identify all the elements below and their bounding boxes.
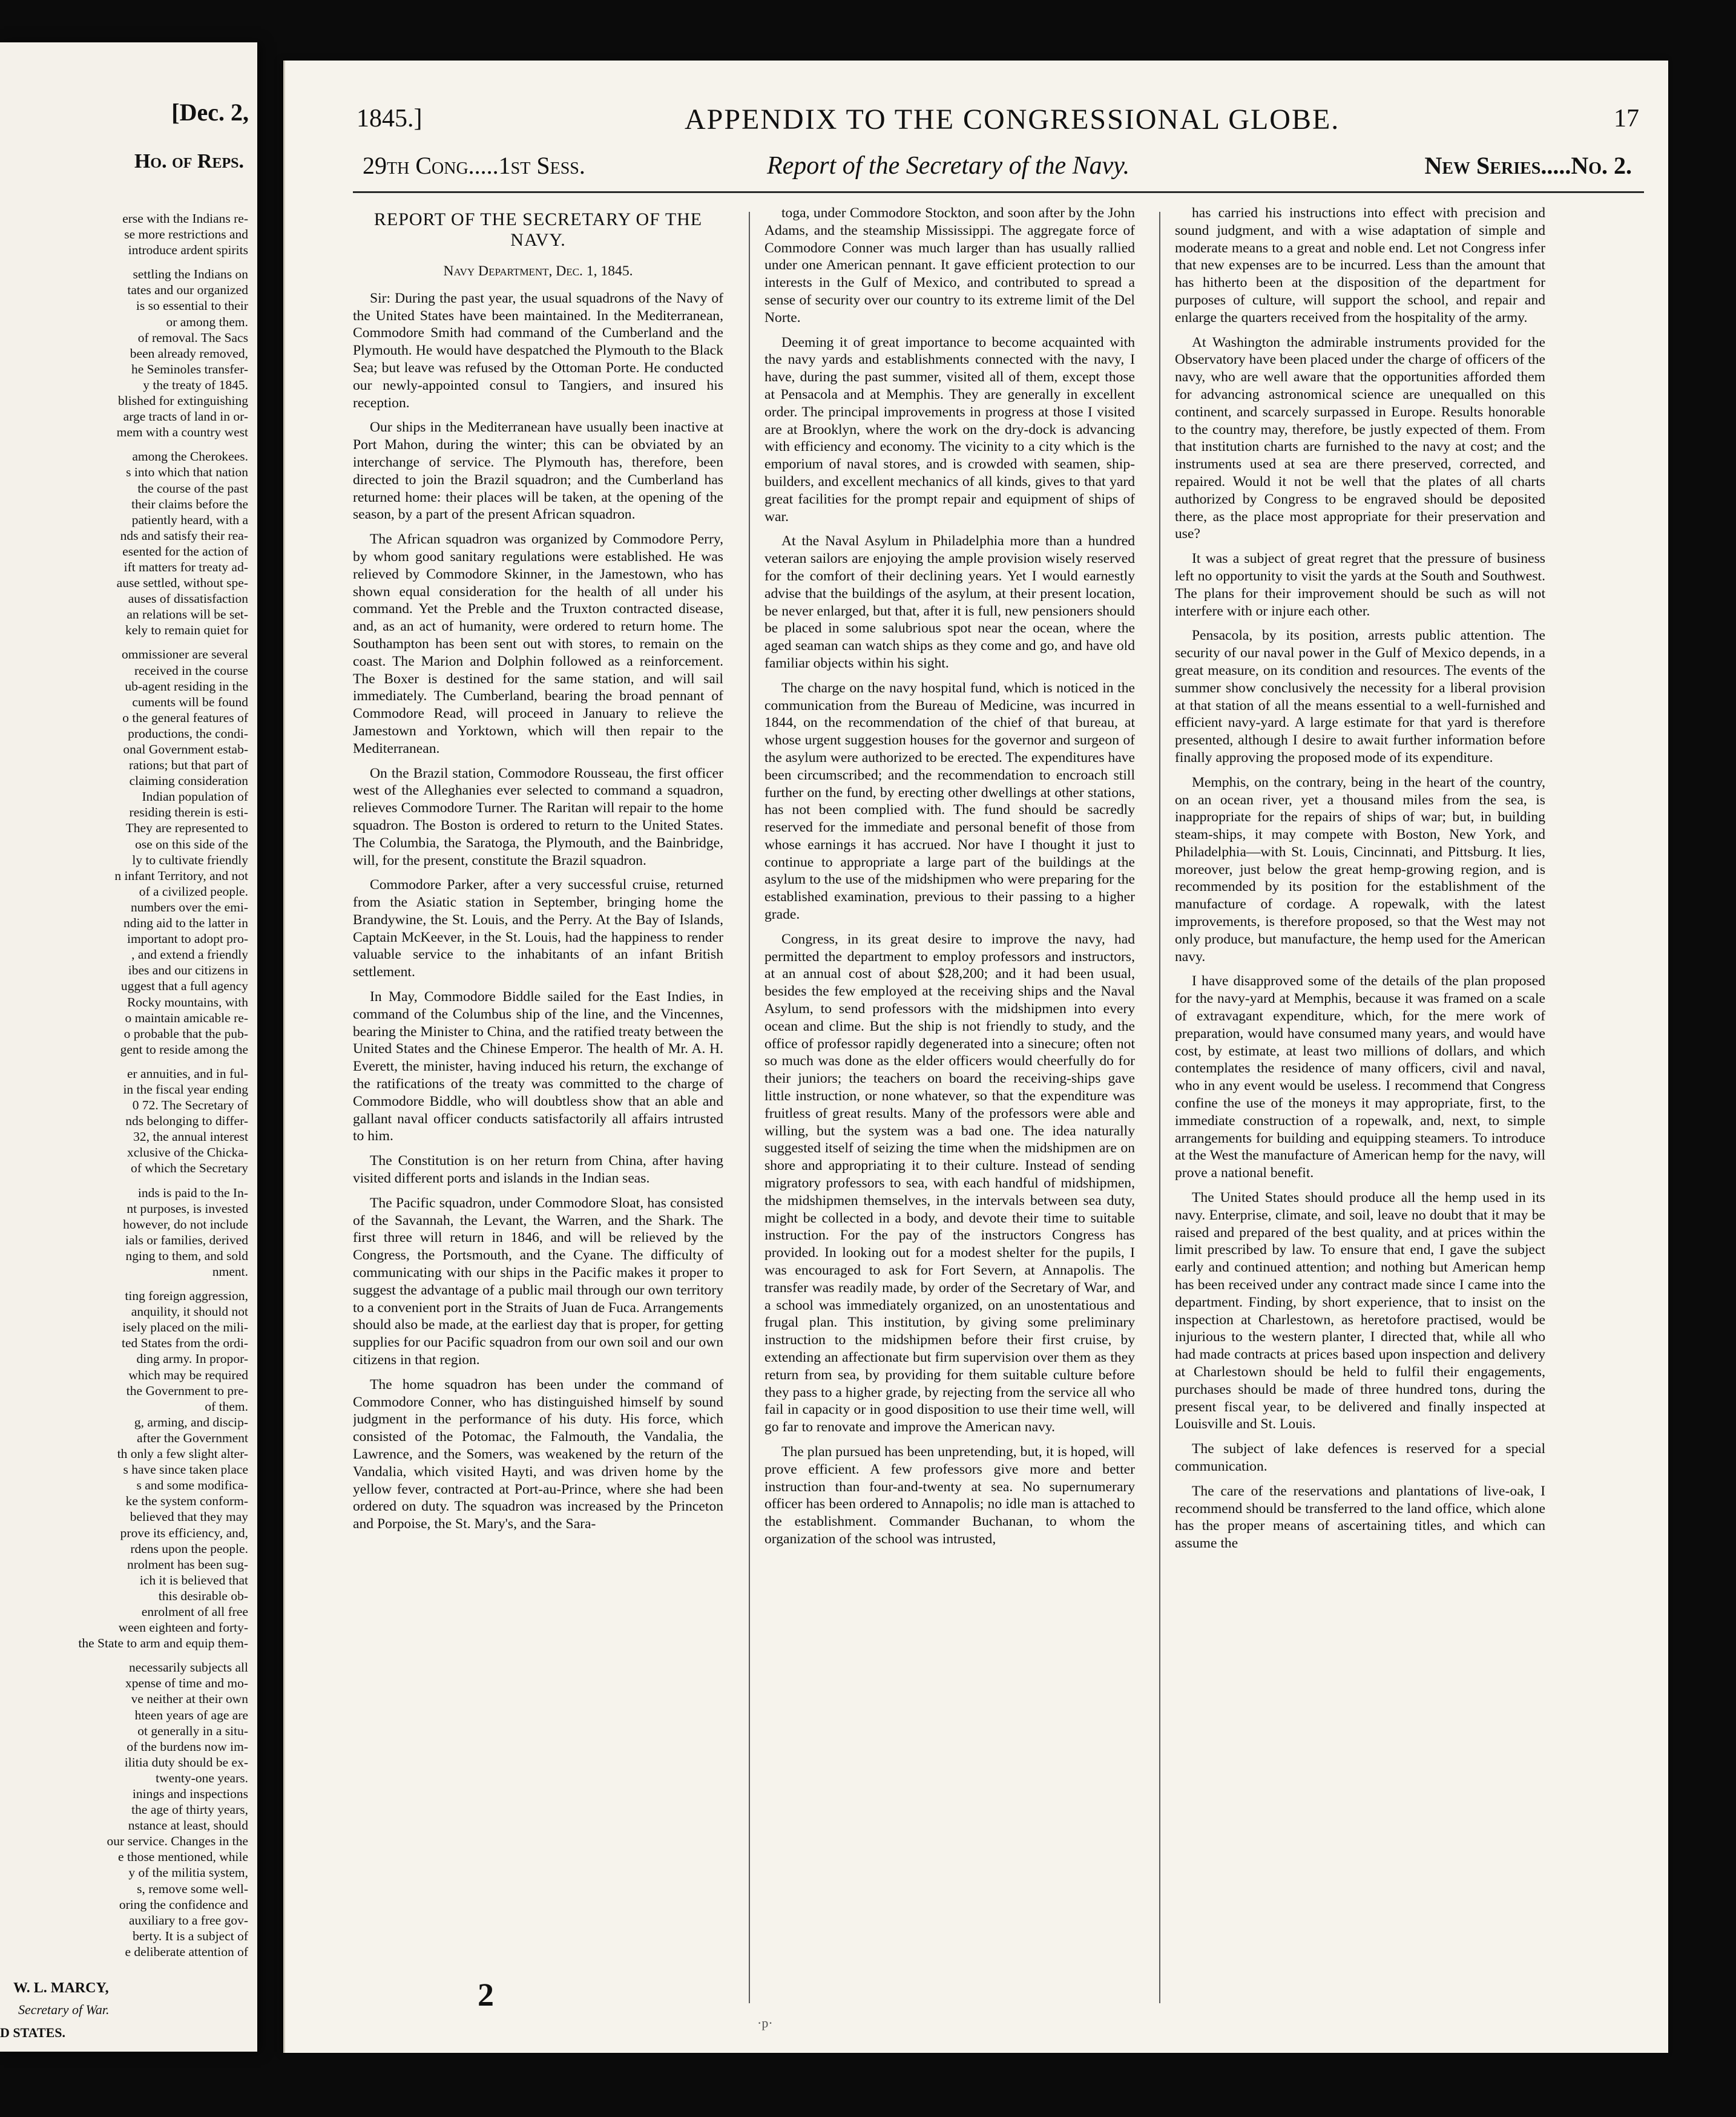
facing-page-line: is so essential to their — [136, 298, 248, 313]
facing-page-line: cuments will be found — [132, 694, 248, 709]
facing-page-fragment — [0, 42, 257, 2052]
facing-page-line: 32, the annual interest — [133, 1129, 248, 1144]
facing-page-line: twenty-one years. — [156, 1770, 248, 1785]
article-column-1 — [353, 205, 723, 1996]
facing-page-line: ted States from the ordi- — [122, 1336, 248, 1351]
paragraph: Commodore Parker, after a very successful cruise, returned from the Asiatic station in September, bringing home the Brandywine, the St. Louis, and the Perry. At the Bay of Islands, Captain McKeever, in the St. Louis, had the happiness to render valuable service to the inhabitants of an infant British settlement. — [353, 877, 723, 980]
facing-page-line: mem with a country west — [116, 425, 248, 440]
paragraph: The Constitution is on her return from China, after having visited different ports and islands in the Indian seas. — [353, 1153, 723, 1187]
facing-page-line: nt purposes, is invested — [127, 1201, 248, 1216]
paragraph: The United States should produce all the hemp used in its navy. Enterprise, climate, and soil, leave no doubt that it may be raised and prepared of the best quality, and at prices within the limit prescribed by law. To ensure that end, I gave the subject early and continued attention; and nothing but American hemp has been received under any contract made since I came into the department. Finding, by short experience, that to insist on the inspection at Charlestown, as heretofore practised, would be injurious to the western planter, I directed that, while all who had made contracts at prices based upon inspection and delivery at Charlestown should be held to fulfil their engagements, purchases should be made of three hundred tons, during the present fiscal year, to be delivered and finally inspected at Louisville and St. Louis. — [1175, 1190, 1545, 1433]
facing-page-line — [0, 1279, 248, 1288]
facing-page-line: tates and our organized — [127, 283, 248, 298]
signature-mark: 2 — [478, 1977, 494, 2013]
facing-page-line: Indian population of — [142, 789, 248, 804]
congress-session: 29th Cong.....1st Sess. — [363, 152, 585, 179]
facing-page-line: an relations will be set- — [127, 607, 248, 622]
facing-page-line: rations; but that part of — [128, 758, 248, 773]
paragraph: Memphis, on the contrary, being in the heart of the country, on an ocean river, yet a thousand miles from the sea, is inappropriate for the repairs of ships of war; but, in building steam-ships, it may compete with Boston, New York, and Philadelphia—with St. Louis, Cincinnati, and Pittsburg. It lies, moreover, just below the great hemp-growing region, and is recommended by its position for the establishment of the manufacture of cordage. A ropewalk, with the latest improvements, is therefore proposed, so that the West may not only produce, but manufacture, the hemp used for the American navy. — [1175, 774, 1545, 965]
column-2-paragraphs — [764, 205, 1135, 1548]
facing-page-line: esented for the action of — [122, 543, 248, 559]
facing-page-line: of the burdens now im- — [127, 1739, 248, 1754]
running-head-year: 1845.] — [357, 105, 422, 133]
facing-page-line: of them. — [205, 1399, 248, 1414]
facing-page-line: onal Government estab- — [123, 742, 248, 757]
paragraph: toga, under Commodore Stockton, and soon after by the John Adams, and the steamship Mississippi. The aggregate force of Commodore Conner was much larger than has usually rallied under one American pennant. It gave efficient protection to our interests in the Gulf of Mexico, and contributed to spread a sense of security over our country to its extreme limit of the Del Norte. — [764, 205, 1135, 326]
facing-page-line: believed that they may — [130, 1509, 248, 1525]
facing-page-line — [0, 258, 248, 266]
facing-page-line: he Seminoles transfer- — [131, 361, 248, 376]
facing-page-line: nds and satisfy their rea- — [120, 528, 248, 543]
facing-page-line: ve neither at their own — [131, 1692, 248, 1707]
page-number: 17 — [1614, 105, 1639, 133]
facing-page-line: been already removed, — [130, 346, 248, 361]
facing-page-line: introduce ardent spirits — [128, 243, 248, 258]
facing-page-line: the Government to pre- — [126, 1383, 248, 1398]
paragraph: The charge on the navy hospital fund, which is noticed in the communication from the Bureau of Medicine, was incurred in 1844, on the recommendation of the chief of that bureau, at whose urgent suggestion houses for the governor and surgeon of the asylum were authorized to be erected. The expenditures have been circumscribed; and the recommendation to encroach still further on the fund, by erecting other dwellings at other stations, has not been complied with. The fund should be sacredly reserved for the immediate and personal benefit of those from whose earnings it has accrued. Nor have I thought it just to continue to appropriate a large part of the buildings at the asylum to the use of the midshipmen who were preparing for the established examination, previous to their passing to a higher grade. — [764, 680, 1135, 923]
facing-page-line: the State to arm and equip them- — [78, 1636, 248, 1651]
facing-page-line: the age of thirty years, — [131, 1802, 248, 1817]
paragraph: I have disapproved some of the details of the plan proposed for the navy-yard at Memphis, because it was framed on a scale of extravagant expenditure, which, for the mere work of preparation, would have consumed many years, and would have cost, by estimate, at least two millions of dollars, and which contemplates the residence of many officers, civil and naval, who in any event would be useless. I recommend that Congress confine the use of the moneys it may appropriate, first, to the immediate construction of a ropewalk, and, next, to simple arrangements for building and equipping steamers. To introduce at the West the manufacture of American hemp for the navy, will prove a national benefit. — [1175, 973, 1545, 1181]
facing-page-signature-org: D STATES. — [0, 2025, 66, 2040]
facing-page-line: uggest that a full agency — [120, 979, 248, 994]
paragraph: The African squadron was organized by Commodore Perry, by whom good sanitary regulations were established. He was relieved by Commodore Skinner, in the Jamestown, who has shown equal consideration for the health of all under his command. Yet the Preble and the Truxton contracted disease, and, as an act of humanity, were ordered to return home. The Southampton has been sent out with stores, to remain on the coast. The Marion and Dolphin followed as a reinforcement. The Boxer is destined for the same station, and will sail immediately. The Cumberland, bearing the broad pennant of Commodore Read, will proceed in January to relieve the Jamestown and Yorktown, which will then repair to the Mediterranean. — [353, 531, 723, 757]
facing-page-line: important to adopt pro- — [127, 931, 248, 947]
facing-page-line: g, arming, and discip- — [134, 1414, 248, 1429]
facing-page-line: se more restrictions and — [124, 227, 248, 242]
facing-page-line: berty. It is a subject of — [133, 1928, 248, 1943]
facing-page-line: necessarily subjects all — [128, 1660, 248, 1675]
paragraph: The subject of lake defences is reserved for a special communication. — [1175, 1441, 1545, 1474]
column-1-paragraphs — [353, 290, 723, 1533]
facing-page-line: auxiliary to a free gov- — [129, 1912, 248, 1928]
facing-page-line: productions, the condi- — [128, 726, 248, 741]
facing-page-line: settling the Indians on — [133, 267, 248, 282]
facing-page-line: e deliberate attention of — [125, 1944, 248, 1959]
facing-page-line: nstance at least, should — [128, 1818, 248, 1833]
facing-page-line: xpense of time and mo- — [125, 1676, 248, 1691]
facing-page-line: ause settled, without spe- — [116, 576, 248, 591]
facing-page-line: s into which that nation — [126, 465, 248, 480]
column-divider — [749, 212, 750, 2003]
facing-page-line: o probable that the pub- — [123, 1026, 248, 1041]
facing-page-line: n infant Territory, and not — [114, 868, 248, 883]
facing-page-line: of which the Secretary — [130, 1161, 248, 1176]
facing-page-line: blished for extinguishing — [118, 393, 248, 409]
facing-page-line: s have since taken place — [123, 1462, 248, 1477]
facing-page-line — [0, 440, 248, 448]
facing-page-line: inds is paid to the In- — [137, 1185, 248, 1200]
series-number: New Series.....No. 2. — [1424, 152, 1632, 179]
facing-page-line: 0 72. The Secretary of — [132, 1098, 248, 1113]
facing-page-line: er annuities, and in ful- — [127, 1066, 248, 1081]
facing-page-line: numbers over the emi- — [130, 899, 248, 914]
article-heading: REPORT OF THE SECRETARY OF THE NAVY. — [373, 209, 703, 250]
facing-page-line: , and extend a friendly — [131, 947, 248, 962]
facing-page-signature: W. L. MARCY, — [13, 1980, 109, 1996]
paragraph: At the Naval Asylum in Philadelphia more than a hundred veteran sailors are enjoying the ample provision wisely reserved for the comfort of their declining years. Yet I would earnestly advise that the buildings of the asylum, at their present location, be never enlarged, but that, after it is full, new pensioners should be placed in some salubrious spot near the ocean, where the aged seaman can watch ships as they come and go, and have old familiar objects within his sight. — [764, 533, 1135, 671]
facing-page-line — [0, 1651, 248, 1659]
column-3-paragraphs — [1175, 205, 1545, 1552]
facing-page-line: which may be required — [128, 1367, 248, 1382]
paragraph: Deeming it of great importance to become acquainted with the navy yards and establishments connected with the navy, I have, during the past summer, visited all of them, except those at Pensacola and at Memphis. They are generally in excellent order. The principal improvements in progress at those I visited are at Brooklyn, where the work on the dry-dock is advancing with efficiency and economy. The vicinity to a city which is the emporium of naval stores, and is crowded with seamen, ship-builders, and excellent mechanics of all kinds, gives to that yard great facilities for the prompt repair and equipment of ships of war. — [764, 334, 1135, 525]
facing-page-line: ials or families, derived — [125, 1232, 248, 1247]
facing-page-line: enrolment of all free — [141, 1604, 248, 1619]
paragraph: The home squadron has been under the command of Commodore Conner, who has distinguished himself by sound judgment in the performance of his duty. His force, which consisted of the Potomac, the Falmouth, the Vandalia, the Lawrence, and the Somers, was weakened by the return of the Vandalia, which visited Hayti, and was driven home by the yellow fever, contracted at Port-au-Prince, where she had been ordered on duty. The squadron was increased by the Princeton and Porpoise, the St. Mary's, and the Sara- — [353, 1376, 723, 1532]
facing-page-line: of removal. The Sacs — [137, 330, 248, 345]
facing-page-line: ting foreign aggression, — [125, 1288, 248, 1304]
facing-page-line: Rocky mountains, with — [127, 994, 248, 1009]
report-running-title: Report of the Secretary of the Navy. — [767, 152, 1130, 180]
paragraph: Sir: During the past year, the usual squadrons of the Navy of the United States have been maintained. In the Mediterranean, Commodore Smith had command of the Cumberland and the Plymouth. He would have despatched the Plymouth to the Black Sea; but leave was refused by the Ottoman Porte. He conducted our newly-appointed consul to Tangiers, and insured his reception. — [353, 290, 723, 411]
facing-page-line: isely placed on the mili- — [122, 1320, 248, 1335]
facing-page-line: ot generally in a situ- — [137, 1723, 248, 1738]
facing-page-line: of a civilized people. — [139, 884, 248, 899]
facing-page-line: received in the course — [134, 663, 248, 678]
facing-page-line: nding aid to the latter in — [123, 916, 248, 931]
paragraph: It was a subject of great regret that the pressure of business left no opportunity to visit the yards at the South and Southwest. The plans for their improvement should be such as will not interfere with or injure each other. — [1175, 551, 1545, 619]
header-rule — [353, 191, 1644, 193]
paragraph: Pensacola, by its position, arrests public attention. The security of our naval power in the Gulf of Mexico depends, in a great measure, on its condition and resources. The events of the summer show conclusively the necessity for a liberal provision at that station of all the means essential to a well-furnished and efficient navy-yard. A large estimate for that yard is therefore presented, although I desire to await further information before finally approving the proposed mode of its expenditure. — [1175, 628, 1545, 766]
facing-page-line: oring the confidence and — [119, 1897, 248, 1912]
facing-page-line — [0, 1177, 248, 1185]
facing-page-line: arge tracts of land in or- — [123, 409, 248, 424]
facing-page-line: ibes and our citizens in — [128, 963, 248, 978]
facing-page-line: anquility, it should not — [131, 1304, 248, 1319]
facing-page-line: They are represented to — [125, 821, 248, 836]
facing-page-line: o the general features of — [122, 710, 248, 725]
facing-page-line: ich it is believed that — [139, 1572, 248, 1587]
facing-page-line: auses of dissatisfaction — [128, 591, 248, 606]
facing-page-line: inings and inspections — [132, 1787, 248, 1801]
facing-page-subheader: Ho. of Reps. — [134, 150, 244, 172]
facing-page-line: prove its efficiency, and, — [120, 1525, 248, 1540]
facing-page-line: nds belonging to differ- — [125, 1114, 248, 1129]
facing-page-line: nrolment has been sug- — [127, 1557, 248, 1572]
facing-page-line: th only a few slight alter- — [117, 1446, 248, 1462]
paragraph: The Pacific squadron, under Commodore Sloat, has consisted of the Savannah, the Levant, the Warren, and the Shark. The first three will return in 1846, and will be relieved by the Congress, the Portsmouth, and the Cyane. The difficulty of communicating with our ships in the Pacific makes it proper to suggest the advantage of a public mail through our own territory to a convenient port in the Straits of Juan de Fuca. Arrangements should also be made, at the earliest day that is proper, for getting supplies for our Pacific squadron from our own soil and our own citizens in that region. — [353, 1195, 723, 1368]
facing-page-line: xclusive of the Chicka- — [127, 1145, 248, 1160]
facing-page-line: in the fiscal year ending — [123, 1081, 248, 1097]
facing-page-line: this desirable ob- — [158, 1588, 248, 1603]
facing-page-line: nging to them, and sold — [125, 1248, 248, 1263]
facing-page-line: the course of the past — [137, 481, 248, 496]
facing-page-line — [0, 638, 248, 646]
facing-page-line: ub-agent residing in the — [125, 678, 248, 694]
facing-page-line: nment. — [212, 1264, 248, 1279]
facing-page-line: patiently heard, with a — [131, 512, 248, 527]
facing-page-line: y the treaty of 1845. — [143, 377, 248, 392]
article-dateline: Navy Department, Dec. 1, 1845. — [443, 263, 633, 279]
facing-page-line: y of the militia system, — [128, 1865, 248, 1880]
facing-page-line: our service. Changes in the — [107, 1834, 248, 1849]
paragraph: At Washington the admirable instruments provided for the Observatory have been placed under the charge of officers of the navy, who are well aware that the opportunities afforded them for advancing astronomical science are unequalled on this continent, and scarcely surpassed in Europe. Results honorable to the country may, therefore, be justly expected of them. From that institution charts are furnished to the navy at cost; and the instruments used at sea are there preserved, corrected, and repaired. Would it not be well that the plates of all charts authorized by Congress to be engraved should be deposited there, as the place most appropriate for their preservation and use? — [1175, 334, 1545, 542]
facing-page-line: gent to reside among the — [120, 1042, 248, 1057]
facing-page-line: ween eighteen and forty- — [118, 1620, 248, 1635]
facing-page-line: ly to cultivate friendly — [132, 852, 248, 867]
facing-page-signature-title: Secretary of War. — [18, 2002, 110, 2017]
facing-page-line: residing therein is esti- — [129, 805, 248, 820]
facing-page-line: ose on this side of the — [135, 836, 248, 852]
facing-page-line: ommissioner are several — [122, 647, 248, 662]
facing-page-line: ding army. In propor- — [136, 1351, 248, 1367]
column-divider — [1159, 212, 1160, 2003]
newspaper-page — [283, 61, 1668, 2053]
paragraph: On the Brazil station, Commodore Rousseau, the first officer west of the Alleghanies ever selected to command a squadron, relieves Commodore Turner. The Raritan will repair to the home squadron. The Boston is ordered to return to the United States. The Columbia, the Saratoga, the Plymouth, and the Bainbridge, will, for the present, constitute the Brazil squadron. — [353, 765, 723, 868]
paragraph: The care of the reservations and plantations of live-oak, I recommend should be transferred to the land office, which alone has the proper means of ascertaining titles, and which can assume the — [1175, 1483, 1545, 1552]
paragraph: has carried his instructions into effect with precision and sound judgment, and with a wise adaptation of simple and moderate means to a great and noble end. Let not Congress infer that new expenses are to be incurred. Less than the amount that has hitherto been at the disposition of the department for purposes of culture, will support the school, and repair and enlarge the quarters received from the hospitality of the army. — [1175, 205, 1545, 326]
paragraph: In May, Commodore Biddle sailed for the East Indies, in command of the Columbus ship of the line, and the Vincennes, bearing the Minister to China, and the ratified treaty between the United States and the Chinese Emperor. The health of Mr. A. H. Everett, the minister, having induced his return, the exchange of the ratifications of the treaty was committed to the charge of Commodore Biddle, who will doubtless show that an able and gallant naval officer conducts satisfactorily all affairs intrusted to him. — [353, 989, 723, 1144]
facing-page-line: rdens upon the people. — [130, 1541, 248, 1556]
facing-page-line: ke the system conform- — [125, 1494, 248, 1509]
facing-page-line: after the Government — [137, 1430, 248, 1445]
facing-page-line — [0, 1057, 248, 1066]
facing-page-line: claiming consideration — [129, 773, 248, 789]
facing-page-line: e those mentioned, while — [118, 1850, 248, 1865]
facing-page-line: or among them. — [166, 314, 248, 329]
facing-page-line: kely to remain quiet for — [125, 623, 248, 638]
running-head-title: APPENDIX TO THE CONGRESSIONAL GLOBE. — [685, 103, 1340, 136]
facing-page-text-column — [0, 211, 248, 1960]
paragraph: Our ships in the Mediterranean have usually been inactive at Port Mahon, during the winter; this can be obviated by an interchange of service. The Plymouth has, therefore, been directed to join the Brazil squadron; and the Cumberland has returned home: their places will be taken, at the opening of the season, by a part of the present African squadron. — [353, 419, 723, 523]
paragraph: Congress, in its great desire to improve the navy, had permitted the department to employ professors and instructors, at an annual cost of about $28,200; and it had been usual, besides the few employed at the receiving ships and the Naval Asylum, to send professors with the midshipmen into every ocean and clime. But the ship is not friendly to study, and the office of professor rapidly degenerated into a sinecure; often not so much was done as the elder officers would cheerfully do for their juniors; the teachers on board the receiving-ships gave little instruction, or none whatever, so that the expenditure was fruitless of great results. Many of the professors were able and willing, but the system was a bad one. The idea naturally suggested itself of seizing the time when the midshipmen are on shore and appropriating it to their culture. Instead of sending migratory professors to sea, with each handful of midshipmen, the midshipmen themselves, in the intervals between sea duty, might be collected in a body, and devote their time to suitable instruction. For the pay of the instructors Congress has provided. In looking out for a modest shelter for the pupils, I was encouraged to ask for Fort Severn, at Annapolis. The transfer was readily made, by order of the Secretary of War, and a school was immediately organized, on an unostentatious and frugal plan. This institution, by giving some preliminary instruction to the midshipmen before their first cruise, by extending an affectionate but firm supervision over them as they return from sea, by providing for them suitable culture before they pass to a higher grade, by rejecting from the service all who fail in capacity or in good disposition to use their time well, will go far to renovate and improve the American navy. — [764, 931, 1135, 1436]
paragraph: The plan pursued has been unpretending, but, it is hoped, will prove efficient. A few professors give more and better instruction than four-and-twenty at sea. No supernumerary officer has been ordered to Annapolis; no idle man is attached to the establishment. Commander Buchanan, to whom the organization of the school was intrusted, — [764, 1443, 1135, 1547]
facing-page-line: ilitia duty should be ex- — [124, 1754, 248, 1770]
footer-mark: ·p· — [757, 2015, 773, 2030]
facing-page-line: however, do not include — [123, 1216, 248, 1232]
facing-page-line: their claims before the — [131, 496, 248, 511]
facing-page-line: erse with the Indians re- — [122, 211, 248, 226]
article-column-3 — [1175, 205, 1545, 1996]
facing-page-line: o maintain amicable re- — [125, 1010, 248, 1025]
facing-page-line: ift matters for treaty ad- — [123, 559, 248, 574]
facing-page-line: s, remove some well- — [137, 1881, 248, 1896]
article-column-2 — [764, 205, 1135, 1996]
facing-page-line: hteen years of age are — [134, 1707, 248, 1722]
facing-page-line: among the Cherokees. — [132, 449, 248, 464]
facing-page-line: s and some modifica- — [136, 1478, 248, 1493]
facing-page-header: [Dec. 2, — [171, 99, 249, 126]
